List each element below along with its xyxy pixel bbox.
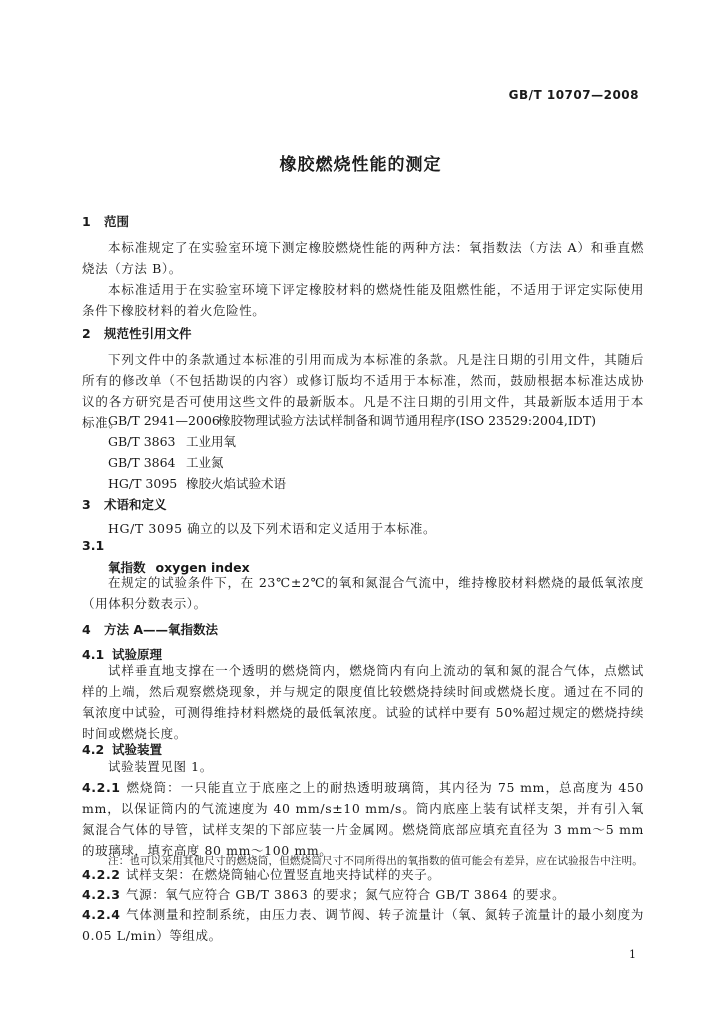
- reference-code: HG/T 3095: [108, 476, 178, 491]
- subsection-3-1-number: 3.1: [82, 538, 105, 553]
- reference-code: GB/T 3863: [108, 434, 176, 449]
- section-1-heading: [82, 212, 129, 230]
- section-number: 4.1: [82, 647, 105, 662]
- clause-4-2-3: [82, 884, 644, 905]
- section-number: 2: [82, 326, 91, 341]
- clause-text: 气体测量和控制系统，由压力表、调节阀、转子流量计（氧、氮转子流量计的最小刻度为 0.05 L/min）等组成。: [82, 907, 644, 943]
- section-number: 3: [82, 497, 91, 512]
- document-title: 橡胶燃烧性能的测定: [279, 155, 442, 175]
- reference-item: [108, 432, 236, 450]
- page-number: 1: [629, 948, 636, 961]
- clause-number: 4.2.4: [82, 907, 121, 922]
- reference-title: 橡胶火焰试验术语: [186, 476, 287, 491]
- subsection-4-1-paragraph: 试样垂直地支撑在一个透明的燃烧筒内，燃烧筒内有向上流动的氧和氮的混合气体，点燃试样的上端，然后观察燃烧现象，并与规定的限度值比较燃烧持续时间或燃烧长度。通过在不同的氧浓度中试验，可测得维持材料燃烧的最低氧浓度。试验的试样中要有 50%超过规定的燃烧持续时间或燃烧长度。: [82, 663, 644, 741]
- term-chinese: 氧指数: [108, 560, 146, 575]
- reference-item: [108, 411, 596, 429]
- clause-number: 4.2.2: [82, 867, 121, 882]
- clause-text: 试样支架：在燃烧筒轴心位置竖直地夹持试样的夹子。: [126, 867, 441, 882]
- section-3-heading: [82, 495, 167, 513]
- clause-4-2-4: [82, 904, 644, 946]
- reference-item: [108, 453, 224, 471]
- section-number: 1: [82, 214, 91, 229]
- subsection-4-2-paragraph: 试验装置见图 1。: [108, 759, 213, 774]
- clause-text: 燃烧筒：一只能直立于底座之上的耐热透明玻璃筒，其内径为 75 mm，总高度为 450 mm，以保证筒内的气流速度为 40 mm/s±10 mm/s。筒内底座上装有试样支架，并有引入氧氮混合气体的导管，试样支架的下部应装一片金属网。燃烧筒底部应填充直径为 3 mm～5 mm 的玻璃球，填充高度 80 mm～100 mm。: [82, 780, 644, 858]
- clause-number: 4.2.1: [82, 780, 121, 795]
- section-title: 方法 A——氧指数法: [104, 622, 219, 637]
- note: 注：也可以采用其他尺寸的燃烧筒，但燃烧筒尺寸不同所得出的氧指数的值可能会有差异，应在试验报告中注明。: [108, 855, 643, 867]
- section-2-heading: [82, 324, 192, 342]
- section-1-paragraph-1: 本标准规定了在实验室环境下测定橡胶燃烧性能的两种方法：氧指数法（方法 A）和垂直燃烧法（方法 B）。: [82, 240, 644, 276]
- section-1-paragraph-2: 本标准适用于在实验室环境下评定橡胶材料的燃烧性能及阻燃性能，不适用于评定实际使用条件下橡胶材料的着火危险性。: [82, 282, 644, 318]
- clause-4-2-1: [82, 777, 644, 861]
- reference-title: 工业氮: [186, 455, 224, 470]
- reference-title: 橡胶物理试验方法试样制备和调节通用程序(ISO 23529:2004,IDT): [218, 413, 597, 428]
- reference-title: 工业用氧: [186, 434, 237, 449]
- section-3-paragraph-1: HG/T 3095 确立的以及下列术语和定义适用于本标准。: [108, 521, 437, 536]
- section-2-paragraph-1: 下列文件中的条款通过本标准的引用而成为本标准的条款。凡是注日期的引用文件，其随后所有的修改单（不包括勘误的内容）或修订版均不适用于本标准，然而，鼓励根据本标准达成协议的各方研究是否可使用这些文件的最新版本。凡是不注日期的引用文件，其最新版本适用于本标准。: [82, 352, 644, 430]
- clause-4-2-2: [82, 864, 644, 885]
- section-title: 术语和定义: [104, 497, 167, 512]
- section-4-heading: [82, 620, 218, 638]
- reference-code: GB/T 3864: [108, 455, 176, 470]
- standard-number: GB/T 10707—2008: [508, 88, 639, 102]
- section-title: 范围: [104, 214, 130, 229]
- section-title: 试验装置: [112, 742, 163, 757]
- reference-item: [108, 474, 286, 492]
- term-english: oxygen index: [155, 560, 250, 575]
- section-number: 4.2: [82, 742, 105, 757]
- section-title: 规范性引用文件: [104, 326, 192, 341]
- section-number: 4: [82, 622, 91, 637]
- clause-number: 4.2.3: [82, 887, 121, 902]
- term-definition: 在规定的试验条件下，在 23℃±2℃的氧和氮混合气流中，维持橡胶材料燃烧的最低氧浓度（用体积分数表示）。: [82, 575, 644, 611]
- clause-text: 气源：氧气应符合 GB/T 3863 的要求；氮气应符合 GB/T 3864 的要求。: [126, 887, 566, 902]
- reference-code: GB/T 2941—2006: [108, 413, 220, 428]
- section-title: 试验原理: [112, 647, 163, 662]
